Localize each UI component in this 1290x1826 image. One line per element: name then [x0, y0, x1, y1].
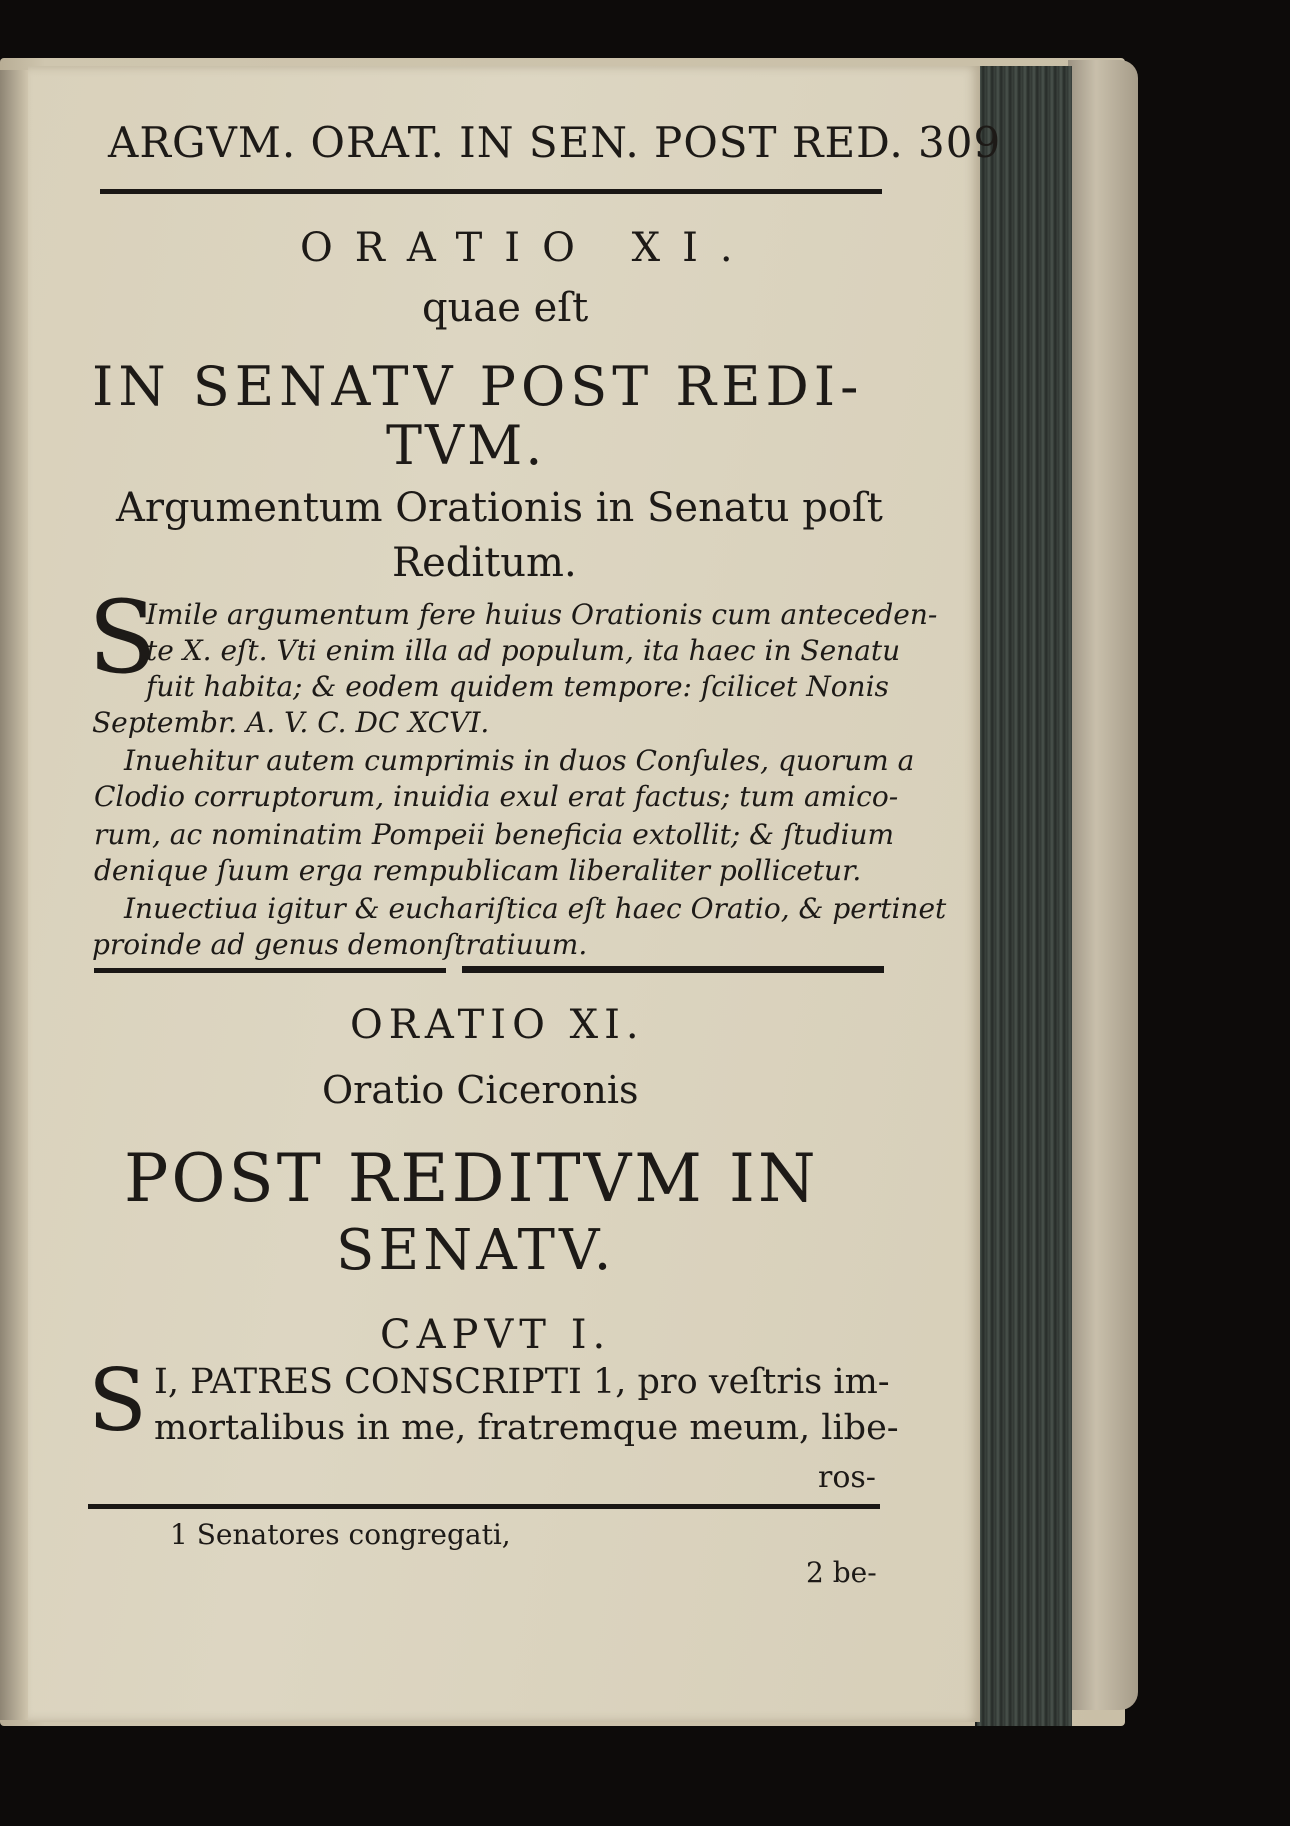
argument-line: rum, ac nominatim Pompeii beneficia extollit; & ſtudium — [94, 818, 895, 851]
argument-line: proinde ad genus demonſtratiuum. — [92, 928, 588, 961]
argument-line: denique ſuum erga rempublicam liberaliter pollicetur. — [94, 854, 862, 887]
left-page-edge — [0, 70, 30, 1720]
footnote-catchword: 2 be- — [806, 1556, 877, 1589]
argument-line: Clodio corruptorum, inuidia exul erat factus; tum amico- — [94, 780, 899, 813]
oration-title-line1: POST REDITVM IN — [124, 1140, 819, 1217]
body-catchword: ros- — [818, 1460, 876, 1495]
argument-line: Imile argumentum fere huius Orationis cum anteceden- — [146, 598, 938, 631]
heading-title-line2: TVM. — [386, 414, 546, 477]
oration-number: ORATIO XI. — [350, 1002, 645, 1048]
section-rule-right — [462, 966, 884, 973]
footnote-text: 1 Senatores congregati, — [170, 1518, 511, 1551]
caput-heading: CAPVT I. — [380, 1312, 612, 1358]
footnote-rule — [88, 1504, 880, 1509]
body-line: mortalibus in me, fratremque meum, libe- — [154, 1408, 899, 1448]
argument-line: Septembr. A. V. C. DC XCVI. — [92, 706, 490, 739]
oration-subtitle: Oratio Ciceronis — [322, 1068, 639, 1112]
argument-line: Inuehitur autem cumprimis in duos Conſules, quorum a — [124, 744, 915, 777]
section-rule-left — [94, 968, 446, 973]
argument-line: Inuectiua igitur & euchariſtica eſt haec Oratio, & pertinet — [124, 892, 947, 925]
body-line: I, PATRES CONSCRIPTI 1, pro veſtris im- — [154, 1362, 890, 1402]
running-head: ARGVM. ORAT. IN SEN. POST RED. 309 — [108, 118, 1002, 167]
body-drop-cap: S — [88, 1351, 147, 1451]
heading-oratio: ORATIO XI. — [300, 225, 755, 271]
argument-drop-cap: S — [88, 579, 157, 696]
book-cover-edge — [1068, 60, 1138, 1710]
argumentum-title-line2: Reditum. — [392, 540, 577, 586]
argumentum-title-line1: Argumentum Orationis in Senatu poſt — [116, 485, 883, 531]
header-rule — [100, 189, 882, 194]
argument-line: fuit habita; & eodem quidem tempore: ſcilicet Nonis — [146, 670, 889, 703]
page-stack-edge — [975, 66, 1072, 1726]
heading-quae-est: quae eſt — [422, 285, 589, 331]
heading-title-line1: IN SENATV POST REDI- — [92, 355, 864, 418]
argument-line: te X. eſt. Vti enim illa ad populum, ita haec in Senatu — [146, 634, 901, 667]
oration-title-line2: SENATV. — [336, 1218, 616, 1283]
